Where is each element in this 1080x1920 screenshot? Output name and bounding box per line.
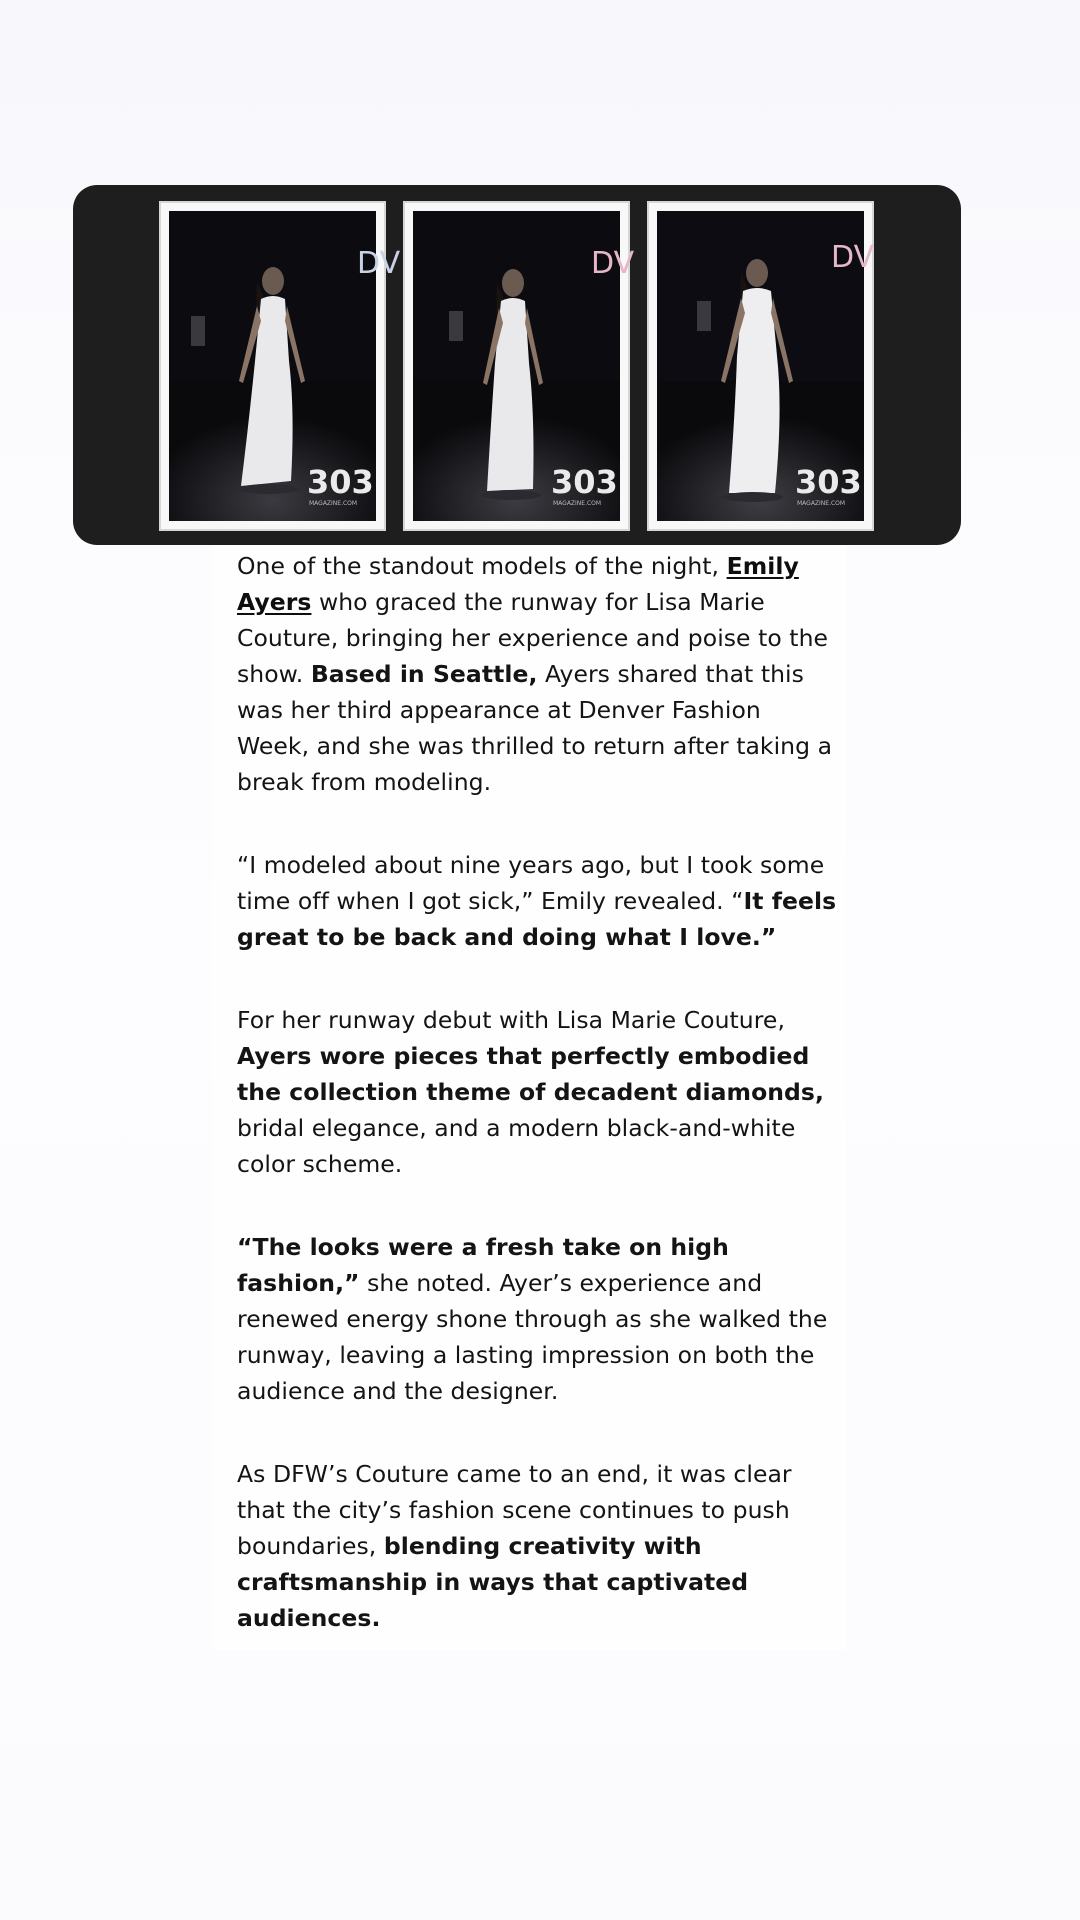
watermark-logo: 303 — [795, 463, 862, 501]
paragraph-high-fashion-quote — [237, 1229, 837, 1409]
dfw-sign: DV — [591, 246, 635, 281]
text-run: One of the standout models of the night, — [237, 552, 727, 580]
text-run: For her runway debut with Lisa Marie Couture, — [237, 1006, 785, 1034]
article-body — [237, 548, 837, 1683]
text-run: bridal elegance, and a modern black-and-white color scheme. — [237, 1114, 796, 1178]
emily-ayers-link[interactable]: Emily Ayers — [237, 552, 799, 616]
bold-text: It feels great to be back and doing what I love.” — [237, 887, 837, 951]
runway-photo — [657, 211, 875, 521]
runway-photo — [413, 211, 635, 521]
watermark-sub: MAGAZINE.COM — [797, 500, 846, 507]
bold-text: blending creativity with craftsmanship in ways that captivated audiences. — [237, 1532, 749, 1632]
gallery-photo[interactable] — [159, 201, 401, 531]
text-run: As DFW’s Couture came to an end, it was clear that the city’s fashion scene continues to push boundaries, — [237, 1460, 792, 1560]
text-run: Ayers shared that this was her third appearance at Denver Fashion Week, and she was thrilled to return after taking a break from modeling. — [237, 660, 833, 796]
paragraph-conclusion — [237, 1456, 837, 1636]
paragraph-runway-debut — [237, 1002, 837, 1182]
watermark-sub: MAGAZINE.COM — [309, 500, 358, 507]
watermark-logo: 303 — [307, 463, 374, 501]
gallery-photo[interactable] — [647, 201, 874, 531]
text-run: she noted. Ayer’s experience and renewed energy shone through as she walked the runway, leaving a lasting impression on both the audience and the designer. — [237, 1269, 828, 1405]
text-run: who graced the runway for Lisa Marie Couture, bringing her experience and poise to the show. — [237, 588, 829, 688]
gallery-photo[interactable] — [403, 201, 635, 531]
watermark-logo: 303 — [551, 463, 618, 501]
watermark-sub: MAGAZINE.COM — [553, 500, 602, 507]
paragraph-emily-quote — [237, 847, 837, 955]
bold-text: Ayers wore pieces that perfectly embodied the collection theme of decadent diamonds, — [237, 1042, 824, 1106]
runway-photo — [169, 211, 401, 521]
bold-text: Based in Seattle, — [310, 660, 538, 688]
dfw-sign: DV — [357, 246, 401, 281]
dfw-sign: DV — [831, 240, 875, 275]
paragraph-emily-ayers-intro — [237, 548, 837, 800]
photo-gallery[interactable] — [73, 185, 961, 545]
bold-text: “The looks were a fresh take on high fashion,” — [237, 1233, 729, 1297]
text-run: “I modeled about nine years ago, but I took some time off when I got sick,” Emily revealed. “ — [237, 851, 825, 915]
